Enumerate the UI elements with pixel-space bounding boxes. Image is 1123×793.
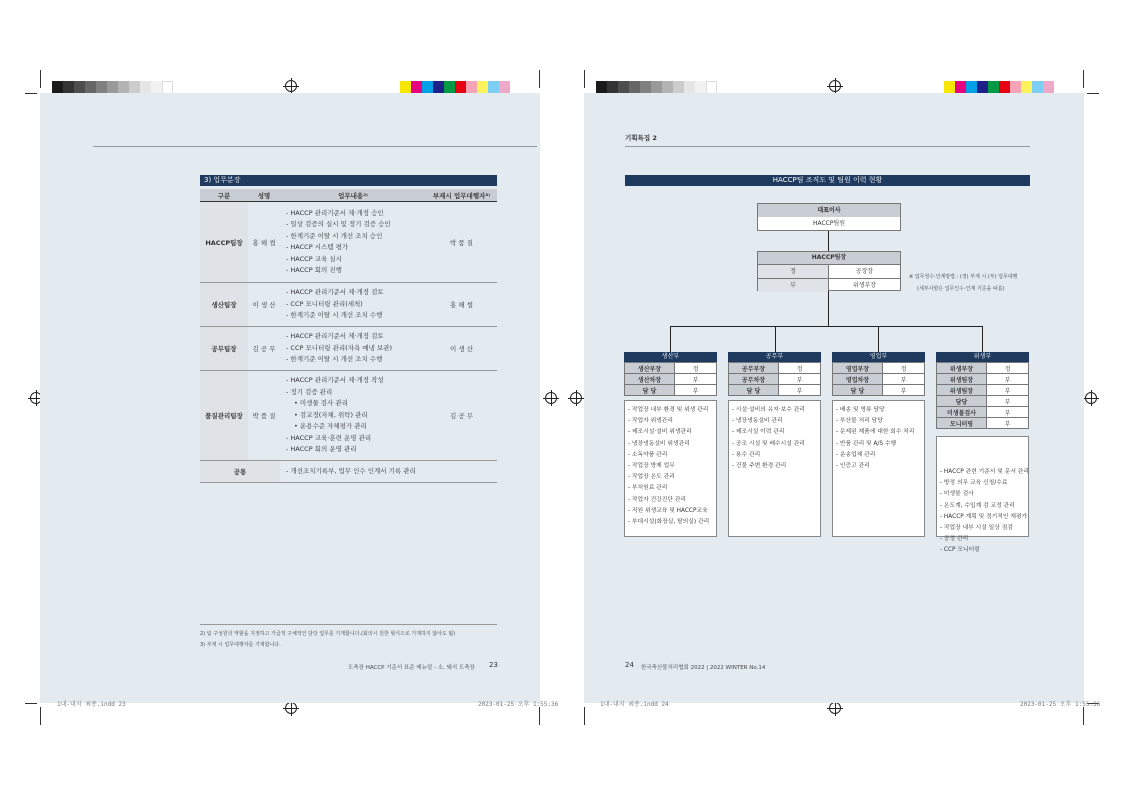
deputy-cell: 김 공 무 — [426, 371, 497, 461]
slug-text: 1내-내지 최종.indd 24 — [600, 701, 669, 708]
dept-val: 부 — [987, 374, 1029, 385]
duty-line: - 한계기준 이탈 시 개선 조치 수행 — [286, 355, 383, 364]
duty-line: - 배송 및 영류 담당 — [836, 407, 885, 413]
dept-row — [729, 374, 821, 385]
col-header: 업무내용²⁾ — [280, 189, 426, 202]
org-connector — [670, 326, 983, 327]
leader-row — [758, 264, 900, 278]
duty-line: • 운용수준 자체평가 관리 — [294, 422, 367, 431]
leader-val: 위생부장 — [852, 282, 877, 289]
duty-line: - 미생물 검사 — [940, 491, 974, 498]
duty-line: - 건물 주변 환경 관리 — [732, 463, 787, 470]
dept-val: 부 — [987, 385, 1029, 396]
duty-line: - 일상 검증의 실시 및 정기 검증 승인 — [286, 220, 391, 228]
duty-line: - 작업장 내부 환경 및 위생 관리 — [628, 407, 709, 413]
duty-line: - 부산물 처리 담당 — [836, 418, 883, 425]
table-row — [200, 461, 497, 483]
duty-cell: - 개선조치기록부, 업무 인수 인계서 기록 관리 — [280, 461, 497, 483]
registration-mark-icon — [545, 392, 557, 404]
duty-line: - CCP 모니터링 관리(세척) — [286, 299, 363, 308]
crop-mark — [25, 93, 37, 94]
slug-text: 1내-내지 최종.indd 23 — [57, 701, 126, 708]
role-cell: 생산팀장 — [200, 283, 248, 327]
table-row — [200, 202, 497, 283]
dept-row — [937, 374, 1029, 385]
duty-line: - 작업자 위생관리 — [628, 418, 673, 425]
dept-key: 모니터링 — [937, 418, 987, 429]
name-cell: 김 공 무 — [248, 327, 280, 371]
crop-mark — [539, 707, 540, 725]
duty-line: - 반품 관리 및 A/S 수행 — [836, 440, 897, 447]
duty-line: - HACCP 관리기준서 제·개정 승인 — [286, 208, 384, 217]
org-connector — [670, 326, 671, 352]
dept-row — [937, 363, 1029, 374]
duty-line: • 검교정(자체, 위탁) 관리 — [294, 410, 368, 419]
table-row — [200, 327, 497, 371]
duty-line: - 용수 관리 — [732, 451, 761, 458]
duty-line: - HACCP 교육·훈련 운영 관리 — [286, 433, 372, 442]
col-header: 성명 — [248, 189, 280, 202]
dept-row — [833, 374, 925, 385]
crop-mark — [584, 70, 585, 88]
duty-line: - HACCP 회의 운영 관리 — [286, 445, 357, 454]
dept-row — [625, 363, 717, 374]
col-header: 구분 — [200, 189, 248, 202]
dept-header-sales: 영업부 — [832, 352, 925, 362]
duty-line: - 인증고 관리 — [836, 463, 870, 470]
dept-val: 부 — [779, 374, 821, 385]
duty-line: - 문제된 제품에 대한 회수 처리 — [836, 429, 915, 436]
crop-mark — [1087, 93, 1099, 94]
table-header-row — [200, 189, 497, 202]
duty-line: - HACCP 관리기준서 제·개정 검토 — [286, 288, 384, 297]
duty-line: - CCP 모니터링 — [940, 547, 980, 554]
deputy-cell: 이 생 산 — [426, 327, 497, 371]
org-note: ※ 업무정수·인계방법 : (정) 부재 시 (부) 업무대행 — [909, 274, 1018, 280]
haccp-duty-table — [200, 189, 497, 483]
role-cell: 공무팀장 — [200, 327, 248, 371]
org-connector — [878, 326, 879, 352]
registration-mark-icon — [829, 80, 841, 92]
dept-duties-sales — [832, 400, 925, 537]
dept-row — [729, 385, 821, 396]
duty-line: - 제조시설 이력 관리 — [732, 429, 785, 436]
right-header-label: 기획특집 2 — [625, 134, 657, 142]
duty-line: - 부대시설(화장실, 탈의실) 관리 — [628, 519, 710, 526]
duty-cell — [280, 202, 426, 283]
slug-text: 2023-01-25 오후 1:55:36 — [478, 701, 559, 708]
duty-line: - 냉장냉동설비 위생관리 — [628, 440, 690, 447]
dept-key: 위생팀장 — [937, 374, 987, 385]
left-top-rule — [93, 146, 537, 147]
dept-row — [937, 407, 1029, 418]
duty-line: - CCP 모니터링 관리(자욕 예냉 보관) — [286, 343, 393, 352]
org-connector — [828, 291, 829, 326]
duty-cell — [280, 327, 426, 371]
name-cell: 이 생 산 — [248, 283, 280, 327]
duty-line: - 제조시설·설비 위생관리 — [628, 429, 692, 436]
dept-row — [729, 363, 821, 374]
registration-mark-icon — [570, 392, 582, 404]
registration-mark-icon — [285, 702, 297, 714]
duty-line: - 방정 의무 교육 신청/수료 — [940, 480, 1008, 487]
crop-mark — [25, 703, 37, 704]
col-header: 부재시 업무대행자³⁾ — [426, 189, 497, 202]
duty-cell — [280, 371, 426, 461]
footnote: 2) 팀 구성원의 역할을 지정하고 가급적 구체적인 담당 업무를 기재합니다.(회의시 원한 형식으로 기재하지 않아도 됨) — [200, 631, 456, 637]
dept-row — [833, 385, 925, 396]
crop-mark — [584, 707, 585, 725]
role-cell: 공통 — [200, 461, 280, 483]
duty-line: - 운송업체 관리 — [836, 451, 876, 458]
right-section-title: HACCP팀 조직도 및 팀원 이력 현황 — [625, 175, 1030, 186]
dept-key: 담당 — [937, 396, 987, 407]
dept-val: 부 — [675, 385, 717, 396]
dept-val: 부 — [987, 418, 1029, 429]
name-cell: 박 품 질 — [248, 371, 280, 461]
duty-line: - 소독약품 관리 — [628, 451, 668, 458]
dept-val: 부 — [779, 385, 821, 396]
left-section-title: 3) 업무분장 — [200, 175, 497, 186]
name-cell: 홍 해 썹 — [248, 202, 280, 283]
dept-val: 정 — [779, 363, 821, 374]
dept-key: 공무부장 — [729, 363, 779, 374]
dept-row — [625, 374, 717, 385]
right-page-number: 24 — [625, 661, 634, 669]
duty-line: - 작업장 온도 관리 — [628, 474, 675, 481]
crop-mark — [1083, 707, 1084, 725]
dept-val: 부 — [987, 407, 1029, 418]
registration-mark-icon — [829, 702, 841, 714]
duty-line: - 정기 검증 관리 — [286, 387, 333, 396]
duty-line: - HACCP 계획 및 정기적인 재평가 — [940, 513, 1028, 520]
right-footer-text: 한국축산물처리협회 2022 | 2022 WINTER No.14 — [641, 665, 766, 671]
crop-mark — [1083, 70, 1084, 88]
dept-table-sales — [832, 362, 925, 396]
dept-duties-maintenance — [728, 400, 821, 537]
duty-line: - 온도계, 수입계 검 교정 관리 — [940, 502, 1015, 509]
duty-line: - 공조 시설 및 배수시설 관리 — [732, 440, 805, 447]
footnote-rule — [200, 624, 497, 625]
table-row — [200, 371, 497, 461]
crop-mark — [40, 707, 41, 725]
duty-line: - HACCP 관리기준서 제·개정 검토 — [286, 332, 384, 341]
leader-title: HACCP팀장 — [758, 252, 900, 264]
duty-line: - HACCP 관련 기준서 및 문서 관리 — [940, 469, 1029, 475]
duty-line: - 한계기준 이탈 시 개선 조치 수행 — [286, 311, 383, 320]
dept-header-maintenance: 공무부 — [728, 352, 821, 362]
dept-val: 정 — [987, 363, 1029, 374]
dept-val: 부 — [883, 374, 925, 385]
slug-text: 2023-01-25 오후 1:55:36 — [1020, 701, 1101, 708]
org-note: (세부사항은 업무인수·인계 기준을 따름) — [917, 286, 1005, 292]
dept-key: 공무차장 — [729, 374, 779, 385]
duty-line: - 부처원료 관리 — [628, 485, 668, 492]
dept-key: 담 당 — [625, 385, 675, 396]
dept-table-maintenance — [728, 362, 821, 396]
duty-line: - 냉장냉동설비 관리 — [732, 418, 783, 425]
dept-val: 부 — [675, 374, 717, 385]
duty-line: - 작업자 건강진단 관리 — [628, 496, 687, 503]
leader-row — [758, 278, 900, 292]
deputy-cell: 홍 해 썹 — [426, 283, 497, 327]
ceo-box — [757, 203, 901, 231]
duty-line: • 미생물 검사 관리 — [294, 399, 348, 408]
deputy-cell: 박 품 질 — [426, 202, 497, 283]
ceo-sub: HACCP팀원 — [812, 220, 846, 227]
registration-mark-icon — [285, 80, 297, 92]
dept-val: 부 — [987, 396, 1029, 407]
right-top-rule — [625, 146, 1030, 147]
duty-line: - 공정 관리 — [940, 536, 969, 543]
dept-header-production: 생산부 — [624, 352, 717, 362]
duty-line: - 작업장 방제 업무 — [628, 463, 675, 470]
dept-key: 생산차장 — [625, 374, 675, 385]
duty-line: - HACCP 시스템 평가 — [286, 243, 349, 251]
dept-key: 위생부장 — [937, 363, 987, 374]
leader-val: 공장장 — [855, 268, 874, 275]
duty-line: - 작업장 내부 시설 일상 점검 — [940, 525, 1013, 532]
duty-line: - 한계기준 이탈 시 개선 조치 승인 — [286, 231, 383, 240]
duty-line: - 시설·설비의 유지·보수 관리 — [732, 407, 805, 413]
dept-val: 부 — [883, 385, 925, 396]
duty-cell — [280, 283, 426, 327]
dept-key: 위생팀장 — [937, 385, 987, 396]
ceo-title: 대표이사 — [758, 204, 900, 217]
org-connector — [828, 231, 829, 251]
registration-mark-icon — [1085, 392, 1097, 404]
dept-row — [937, 396, 1029, 407]
duty-line: - HACCP 교육 실시 — [286, 254, 342, 263]
table-row — [200, 283, 497, 327]
dept-key: 미생물검사 — [937, 407, 987, 418]
footnote: 3) 부재 시 업무대행자를 기재합니다. — [200, 642, 281, 648]
duty-line: - 직원 위생교육 및 HACCP교육 — [628, 507, 708, 514]
crop-mark — [539, 70, 540, 88]
leader-key: 정 — [758, 265, 829, 278]
left-footer-text: 도축장 HACCP 기준서 표준 매뉴얼 - 소, 돼지 도축장 — [348, 665, 475, 671]
dept-key: 담 당 — [833, 385, 883, 396]
role-cell: 품질관리팀장 — [200, 371, 248, 461]
dept-table-production — [624, 362, 717, 396]
dept-row — [937, 385, 1029, 396]
dept-val: 정 — [883, 363, 925, 374]
dept-row — [937, 418, 1029, 429]
dept-key: 생산부장 — [625, 363, 675, 374]
dept-duties-production — [624, 400, 717, 537]
dept-duties-hygiene — [936, 436, 1029, 554]
haccp-leader-box — [757, 251, 901, 291]
crop-mark — [40, 70, 41, 88]
dept-key: 영업부장 — [833, 363, 883, 374]
dept-key: 영업차장 — [833, 374, 883, 385]
dept-table-hygiene — [936, 362, 1029, 429]
dept-val: 정 — [675, 363, 717, 374]
leader-key: 부 — [758, 279, 829, 292]
duty-line: - HACCP 관리기준서 제·개정 작성 — [286, 376, 384, 385]
left-page-number: 23 — [489, 661, 498, 669]
dept-row — [625, 385, 717, 396]
org-connector — [775, 326, 776, 352]
duty-line: - HACCP 회의 진행 — [286, 266, 342, 274]
dept-row — [833, 363, 925, 374]
org-connector — [982, 326, 983, 352]
dept-header-hygiene: 위생부 — [936, 352, 1029, 362]
dept-key: 담 당 — [729, 385, 779, 396]
role-cell: HACCP팀장 — [200, 202, 248, 283]
